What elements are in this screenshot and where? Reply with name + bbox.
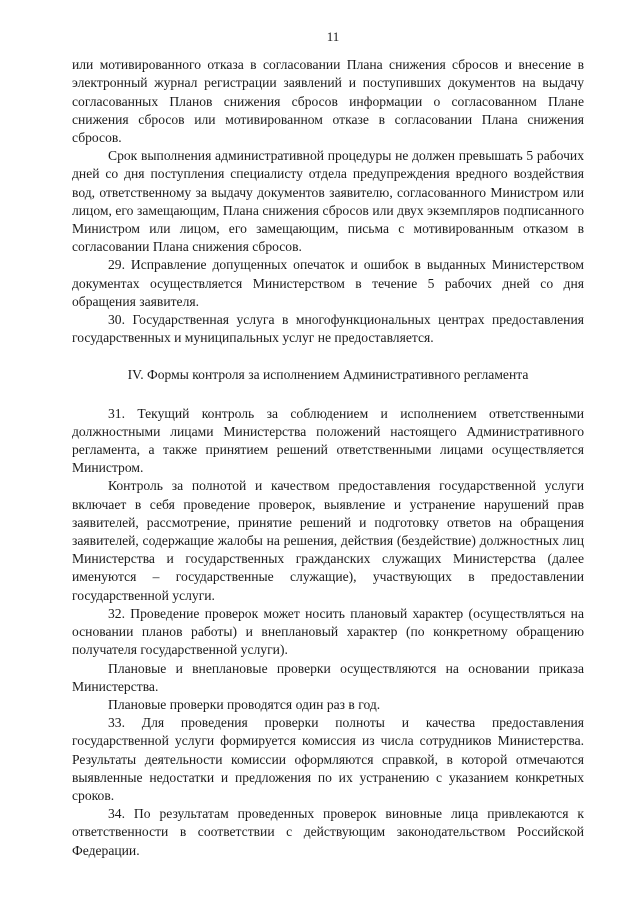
paragraph-31: 31. Текущий контроль за соблюдением и исполнением ответственными должностными лицами Министерства положений настоящего Административного регламента, а также принятием решений ответственными лицами осуществляется Министром.	[72, 405, 584, 476]
paragraphs-before-section	[72, 56, 584, 347]
paragraph-34: 34. По результатам проведенных проверок виновные лица привлекаются к ответственности в соответствии с действующим законодательством Российской Федерации.	[72, 806, 584, 858]
paragraph-quality-control: Контроль за полнотой и качеством предоставления государственной услуги включает в себя проведение проверок, выявление и устранение нарушений прав заявителей, рассмотрение, принятие решений и подготовку ответов на обращения заявителей, содержащие жалобы на решения, действия (бездействие) должностных лиц Министерства и государственных гражданских служащих Министерства (далее именуются – государственные служащие), участвующих в предоставлении государственной услуги.	[72, 478, 584, 603]
section-title: IV. Формы контроля за исполнением Административного регламента	[127, 367, 529, 383]
paragraphs-after-section	[72, 405, 584, 860]
page-number: 11	[326, 29, 340, 44]
paragraph-inspections-basis: Плановые и внеплановые проверки осуществляются на основании приказа Министерства.	[72, 660, 584, 694]
paragraph-29: 29. Исправление допущенных опечаток и ошибок в выданных Министерством документах осуществляется Министерством в течение 5 рабочих дней со дня обращения заявителя.	[72, 257, 584, 309]
document-page	[72, 28, 584, 860]
paragraph-32: 32. Проведение проверок может носить плановый характер (осуществляться на основании планов работы) и внеплановый характер (по конкретному обращению получателя государственной услуги).	[72, 605, 584, 658]
paragraph-planned-inspections: Плановые проверки проводятся один раз в год.	[108, 696, 381, 712]
paragraph-33: 33. Для проведения проверки полноты и качества предоставления государственной услуги формируется комиссия из числа сотрудников Министерства. Результаты деятельности комиссии оформляются справкой, в которой отмечаются выявленные недостатки и предложения по их устранению с указанием конкретных сроков.	[72, 715, 584, 803]
paragraph-30: 30. Государственная услуга в многофункциональных центрах предоставления государственных и муниципальных услуг не предоставляется.	[72, 312, 584, 346]
paragraph-deadline: Срок выполнения административной процедуры не должен превышать 5 рабочих дней со дня поступления специалисту отдела предупреждения вредного воздействия вод, ответственному за выдачу документов заявителю, согласованного Министром или лицом, его замещающим, Плана снижения сбросов или двух экземпляров подписанного Министром или лицом, его замещающим, письма с мотивированным отказом в согласовании Плана снижения сбросов.	[72, 148, 584, 255]
paragraph-continuation: или мотивированного отказа в согласовании Плана снижения сбросов и внесение в электронный журнал регистрации заявлений и поступивших документов на выдачу согласованных Планов снижения сбросов информации о согласованном Плане снижения сбросов или мотивированном отказе в согласовании Плана снижения сбросов.	[72, 57, 584, 146]
